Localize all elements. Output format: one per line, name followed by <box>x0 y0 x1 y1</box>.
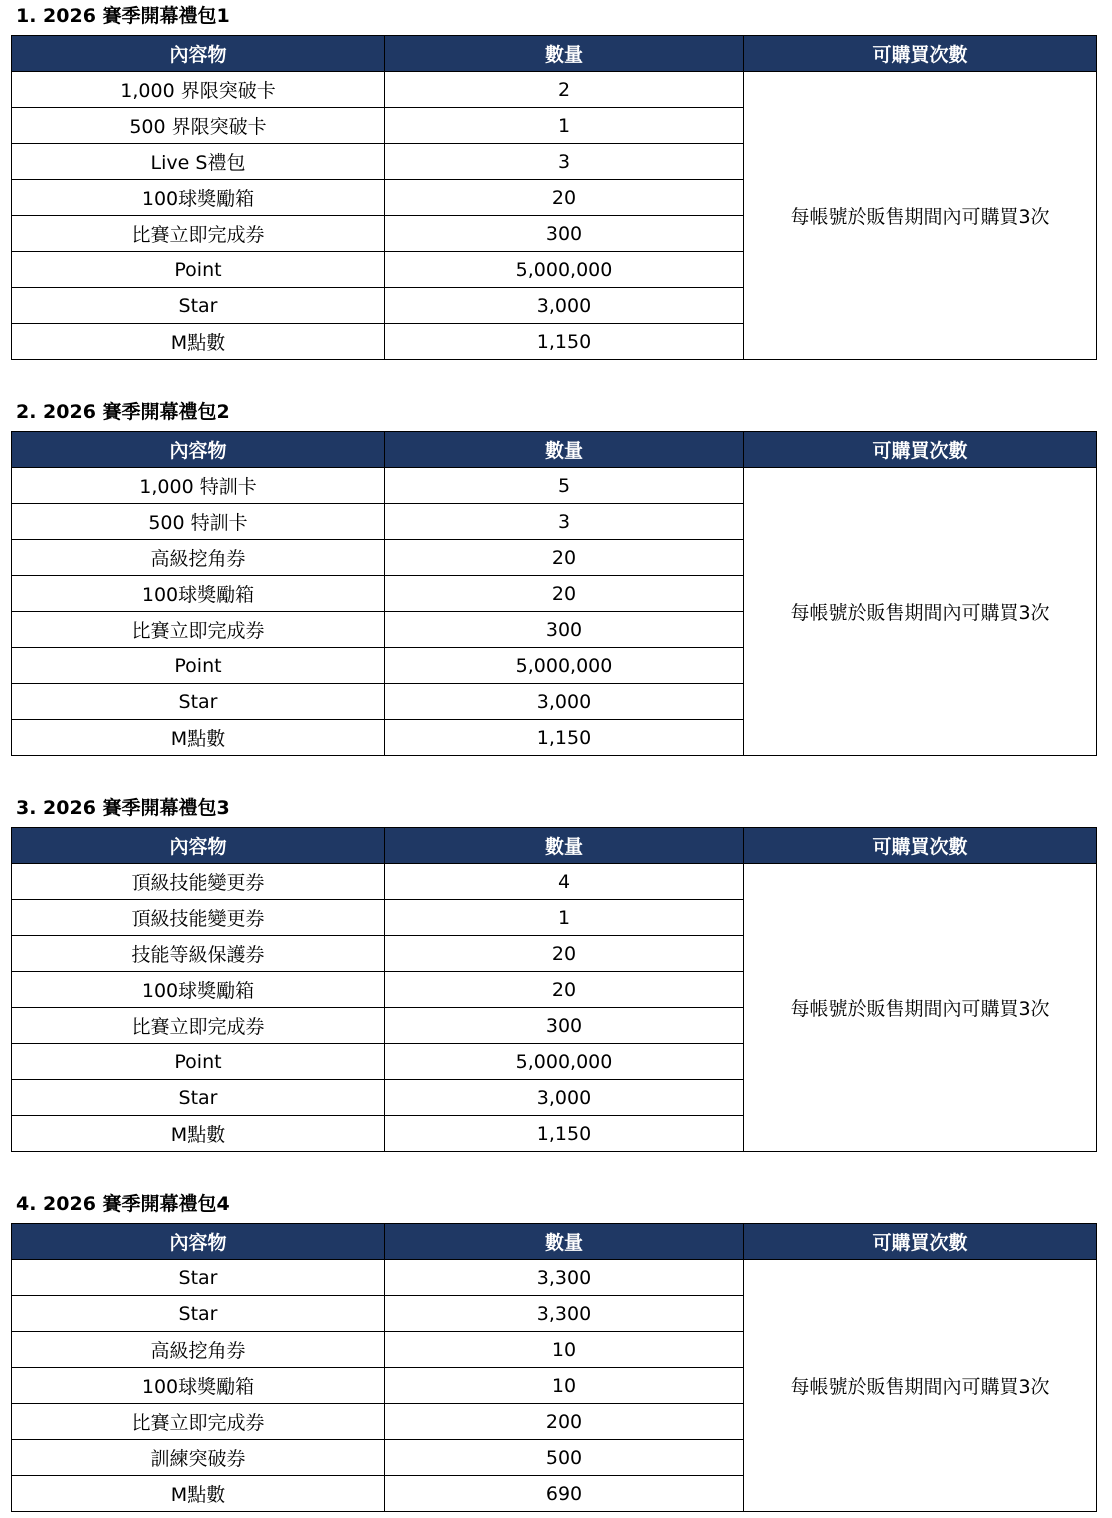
item-quantity: 200 <box>385 1404 744 1440</box>
item-name: 高級挖角券 <box>12 540 385 576</box>
item-quantity: 690 <box>385 1476 744 1512</box>
item-name: 500 界限突破卡 <box>12 108 385 144</box>
item-name: Star <box>12 288 385 324</box>
item-quantity: 1 <box>385 900 744 936</box>
package-table <box>11 35 1097 360</box>
item-quantity: 3 <box>385 144 744 180</box>
item-name: 比賽立即完成券 <box>12 216 385 252</box>
item-quantity: 300 <box>385 1008 744 1044</box>
item-quantity: 300 <box>385 216 744 252</box>
package-table <box>11 431 1097 756</box>
header-contents: 內容物 <box>12 432 385 468</box>
item-name: 100球獎勵箱 <box>12 1368 385 1404</box>
item-name: M點數 <box>12 720 385 756</box>
header-quantity: 數量 <box>385 1224 744 1260</box>
item-name: 100球獎勵箱 <box>12 180 385 216</box>
item-name: 頂級技能變更券 <box>12 864 385 900</box>
item-name: M點數 <box>12 1476 385 1512</box>
item-name: 比賽立即完成券 <box>12 1008 385 1044</box>
header-contents: 內容物 <box>12 36 385 72</box>
table-row <box>12 864 1097 900</box>
item-quantity: 300 <box>385 612 744 648</box>
item-quantity: 10 <box>385 1368 744 1404</box>
item-quantity: 3,300 <box>385 1296 744 1332</box>
item-name: 100球獎勵箱 <box>12 576 385 612</box>
item-name: 比賽立即完成券 <box>12 1404 385 1440</box>
table-header-row <box>12 36 1097 72</box>
purchase-limit: 每帳號於販售期間內可購買3次 <box>744 1260 1097 1512</box>
table-header-row <box>12 828 1097 864</box>
item-quantity: 500 <box>385 1440 744 1476</box>
item-quantity: 20 <box>385 540 744 576</box>
item-name: Point <box>12 252 385 288</box>
item-quantity: 2 <box>385 72 744 108</box>
item-name: 100球獎勵箱 <box>12 972 385 1008</box>
header-quantity: 數量 <box>385 432 744 468</box>
header-contents: 內容物 <box>12 828 385 864</box>
table-row <box>12 1260 1097 1296</box>
item-name: 1,000 特訓卡 <box>12 468 385 504</box>
table-header-row <box>12 432 1097 468</box>
purchase-limit: 每帳號於販售期間內可購買3次 <box>744 468 1097 756</box>
item-name: Live S禮包 <box>12 144 385 180</box>
item-quantity: 1,150 <box>385 324 744 360</box>
item-quantity: 1,150 <box>385 1116 744 1152</box>
item-quantity: 5 <box>385 468 744 504</box>
item-name: Point <box>12 648 385 684</box>
item-name: Point <box>12 1044 385 1080</box>
package-title: 2. 2026 賽季開幕禮包2 <box>16 401 230 423</box>
item-name: M點數 <box>12 1116 385 1152</box>
item-name: 技能等級保護券 <box>12 936 385 972</box>
item-quantity: 1 <box>385 108 744 144</box>
item-quantity: 4 <box>385 864 744 900</box>
item-name: 比賽立即完成券 <box>12 612 385 648</box>
item-name: Star <box>12 1080 385 1116</box>
item-name: 500 特訓卡 <box>12 504 385 540</box>
item-quantity: 20 <box>385 576 744 612</box>
item-name: 頂級技能變更券 <box>12 900 385 936</box>
item-quantity: 10 <box>385 1332 744 1368</box>
package-table <box>11 827 1097 1152</box>
item-quantity: 20 <box>385 972 744 1008</box>
item-name: Star <box>12 684 385 720</box>
purchase-limit: 每帳號於販售期間內可購買3次 <box>744 864 1097 1152</box>
item-name: 訓練突破券 <box>12 1440 385 1476</box>
package-title: 3. 2026 賽季開幕禮包3 <box>16 797 230 819</box>
header-purchase-limit: 可購買次數 <box>744 432 1097 468</box>
item-name: Star <box>12 1260 385 1296</box>
package-title: 4. 2026 賽季開幕禮包4 <box>16 1193 230 1215</box>
item-quantity: 5,000,000 <box>385 252 744 288</box>
item-quantity: 1,150 <box>385 720 744 756</box>
header-quantity: 數量 <box>385 36 744 72</box>
package-table <box>11 1223 1097 1512</box>
item-quantity: 3 <box>385 504 744 540</box>
item-quantity: 5,000,000 <box>385 1044 744 1080</box>
table-row <box>12 468 1097 504</box>
header-quantity: 數量 <box>385 828 744 864</box>
table-row <box>12 72 1097 108</box>
table-header-row <box>12 1224 1097 1260</box>
item-quantity: 3,000 <box>385 684 744 720</box>
header-purchase-limit: 可購買次數 <box>744 1224 1097 1260</box>
header-purchase-limit: 可購買次數 <box>744 828 1097 864</box>
purchase-limit: 每帳號於販售期間內可購買3次 <box>744 72 1097 360</box>
header-purchase-limit: 可購買次數 <box>744 36 1097 72</box>
item-name: 1,000 界限突破卡 <box>12 72 385 108</box>
item-quantity: 5,000,000 <box>385 648 744 684</box>
header-contents: 內容物 <box>12 1224 385 1260</box>
item-quantity: 3,300 <box>385 1260 744 1296</box>
item-name: 高級挖角券 <box>12 1332 385 1368</box>
item-quantity: 3,000 <box>385 1080 744 1116</box>
item-name: M點數 <box>12 324 385 360</box>
item-name: Star <box>12 1296 385 1332</box>
package-title: 1. 2026 賽季開幕禮包1 <box>16 5 230 27</box>
item-quantity: 20 <box>385 936 744 972</box>
item-quantity: 3,000 <box>385 288 744 324</box>
item-quantity: 20 <box>385 180 744 216</box>
